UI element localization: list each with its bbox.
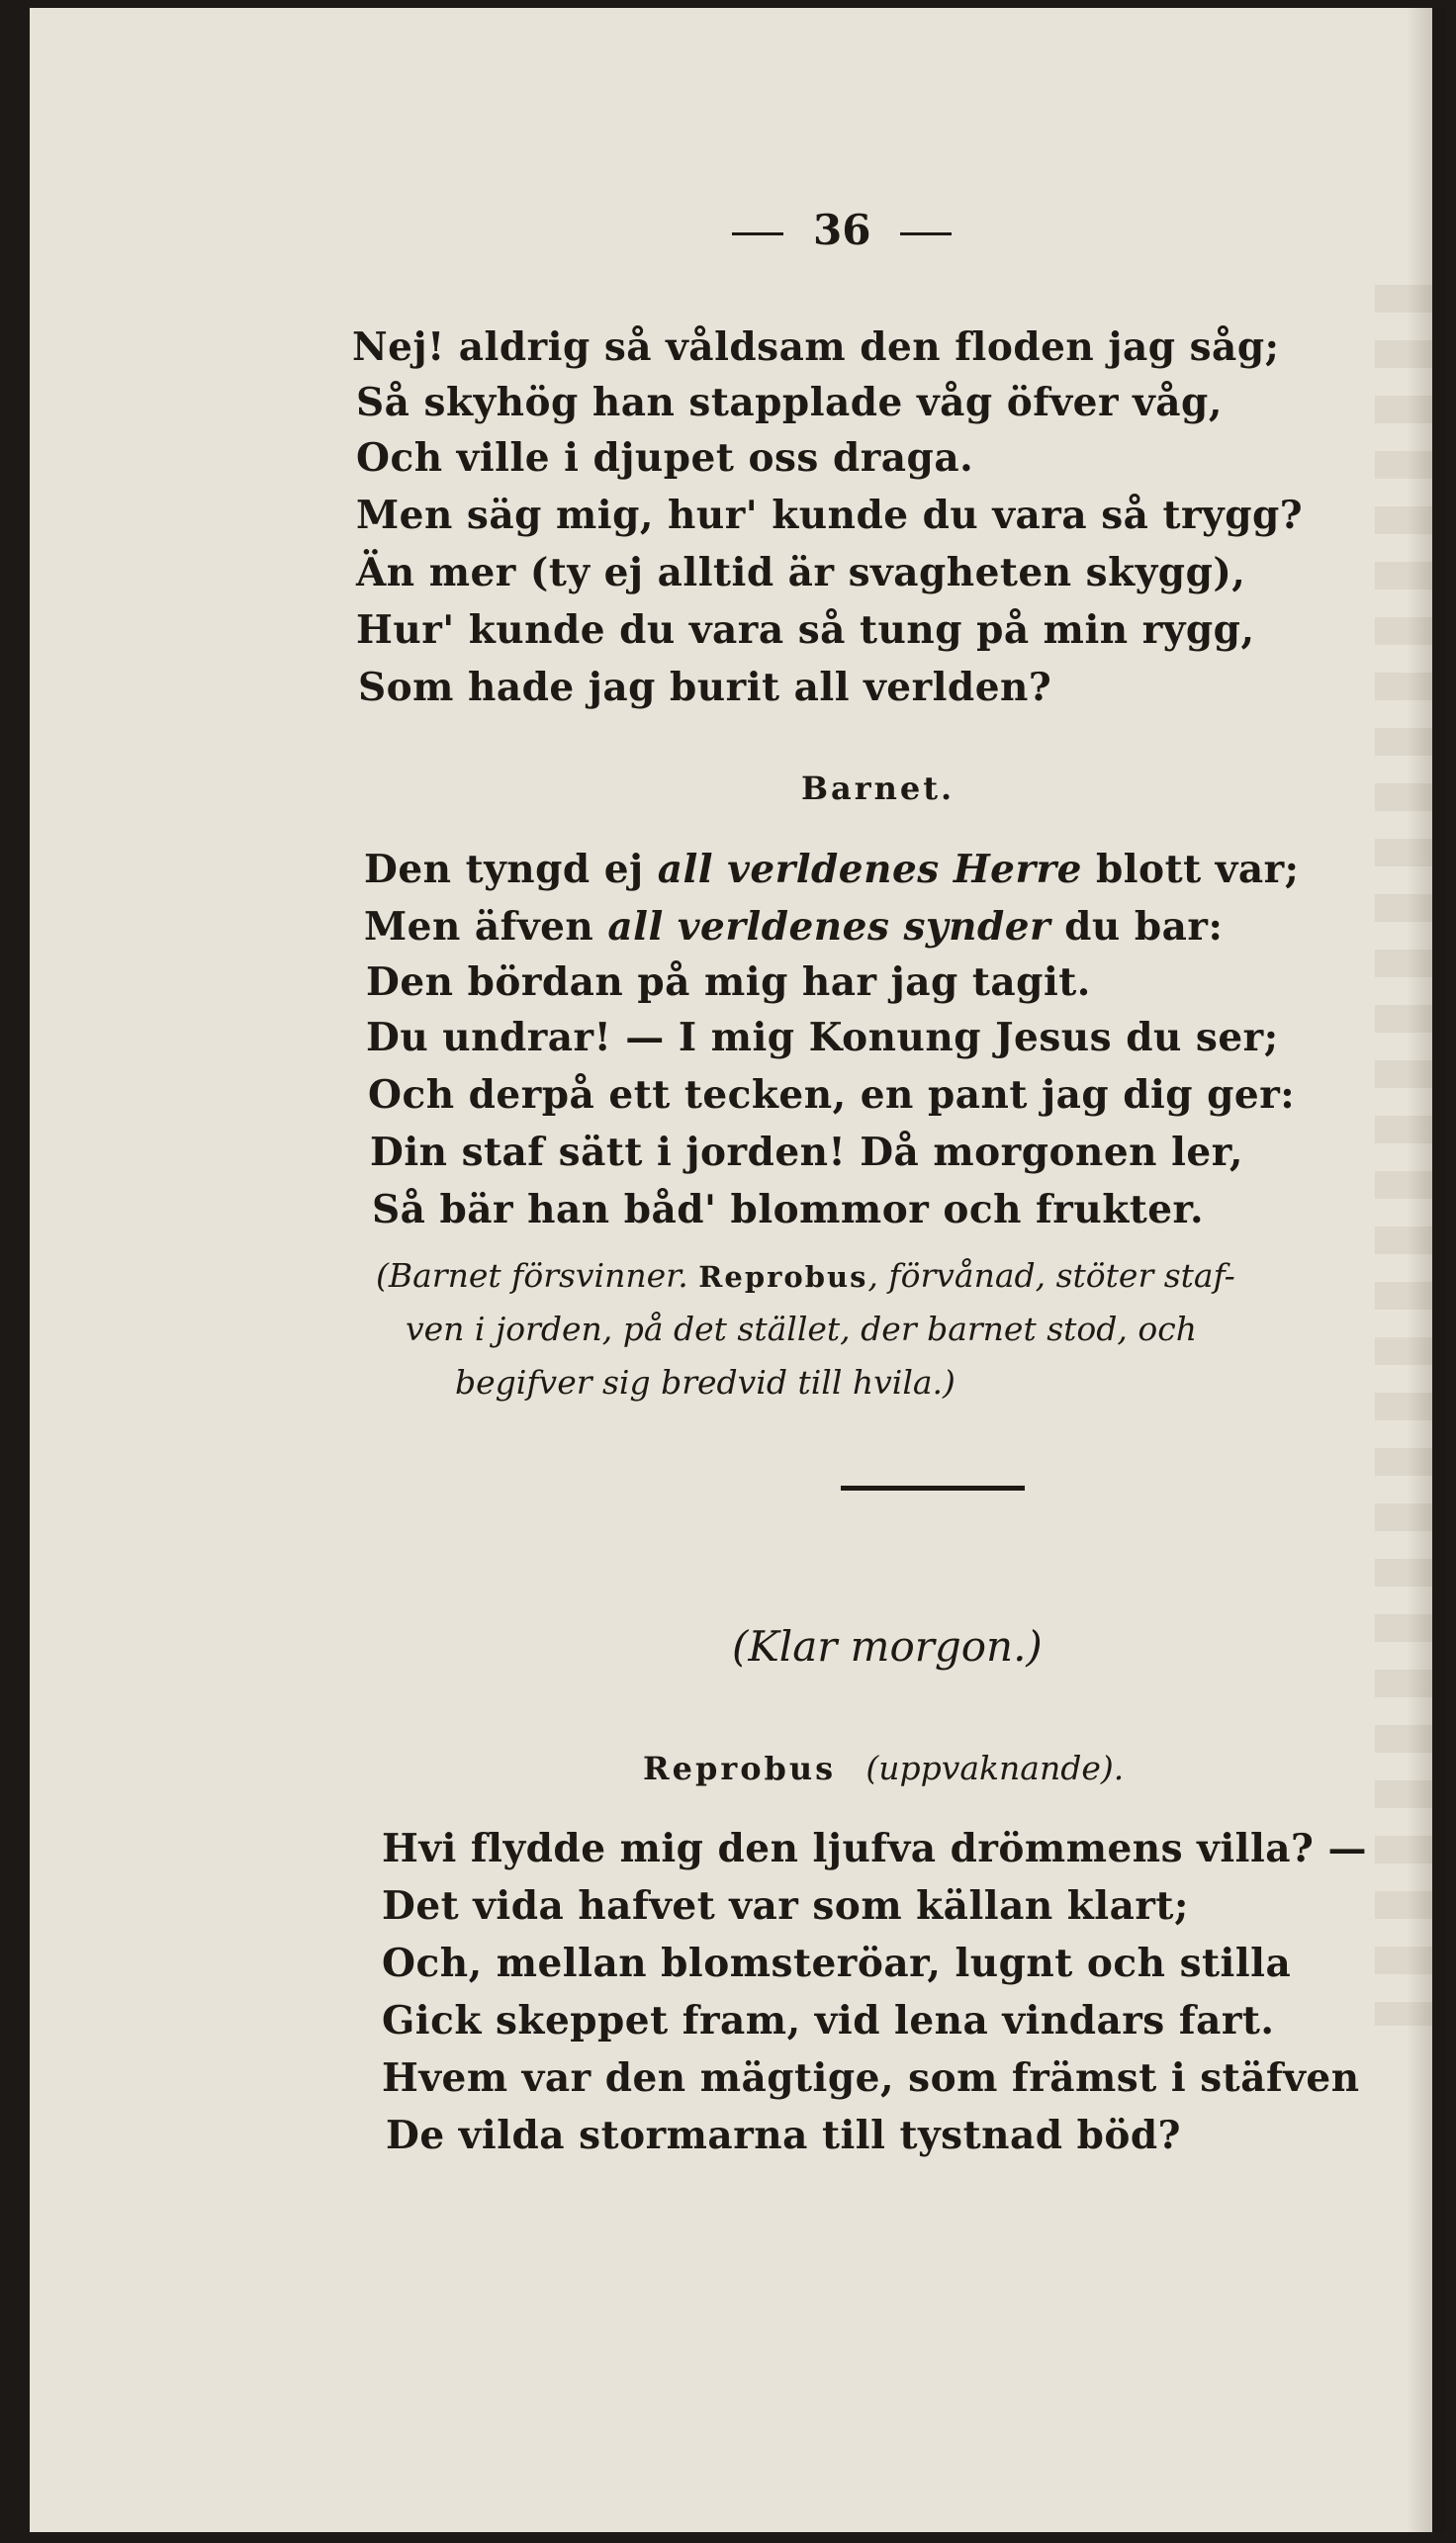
verse-emphasis: all verldenes Herre xyxy=(657,847,1082,892)
verse-line: Det vida hafvet var som källan klart; xyxy=(382,1883,1189,1929)
verse-line: Den bördan på mig har jag tagit. xyxy=(366,959,1091,1005)
verse-line: Och, mellan blomsteröar, lugnt och stilla xyxy=(382,1941,1292,1986)
verse-line: De vilda stormarna till tystnad böd? xyxy=(386,2113,1181,2158)
verse-line: Och ville i djupet oss draga. xyxy=(356,435,974,481)
stage-direction xyxy=(376,1256,1235,1295)
stage-direction: (uppvaknande). xyxy=(865,1749,1125,1787)
verse-line: Hur' kunde du vara så tung på min rygg, xyxy=(356,607,1255,653)
verse-fragment: Den tyngd ej xyxy=(364,847,644,892)
verse-line: Så bär han båd' blommor och frukter. xyxy=(372,1187,1205,1232)
scene-heading: (Klar morgon.) xyxy=(732,1622,1043,1671)
verse-line xyxy=(364,904,1223,950)
speaker-name: Barnet. xyxy=(801,770,956,807)
stage-direction: ven i jorden, på det stället, der barnet stod, och xyxy=(406,1310,1197,1348)
section-rule xyxy=(841,1486,1025,1491)
verse-emphasis: all verldenes synder xyxy=(607,904,1051,950)
page-header xyxy=(702,206,981,254)
stage-direction: begifver sig bredvid till hvila.) xyxy=(455,1363,956,1402)
verse-fragment: Men äfven xyxy=(364,904,594,950)
verse-line: Som hade jag burit all verlden? xyxy=(358,665,1052,710)
binding-edge xyxy=(1432,8,1446,2532)
verse-line: Men säg mig, hur' kunde du vara så trygg? xyxy=(356,493,1304,538)
verse-line: Än mer (ty ej alltid är svagheten skygg), xyxy=(356,550,1246,595)
verse-line: Gick skeppet fram, vid lena vindars fart. xyxy=(382,1998,1275,2043)
header-dash-left xyxy=(732,232,783,235)
book-page xyxy=(30,8,1446,2532)
stage-text: (Barnet försvinner. xyxy=(376,1256,688,1295)
page-number: 36 xyxy=(813,206,871,254)
verse-fragment: du bar: xyxy=(1064,904,1224,950)
verse-line: Hvi flydde mig den ljufva drömmens villa? — xyxy=(382,1826,1367,1871)
verse-fragment: blott var; xyxy=(1095,847,1300,892)
speaker-line xyxy=(643,1749,1124,1787)
verse-line xyxy=(364,847,1300,892)
verse-line: Din staf sätt i jorden! Då morgonen ler, xyxy=(370,1130,1243,1175)
header-dash-right xyxy=(900,232,952,235)
stage-text: , förvånad, stöter staf- xyxy=(867,1256,1235,1295)
verse-line: Du undrar! — I mig Konung Jesus du ser; xyxy=(366,1015,1279,1060)
verse-line: Hvem var den mägtige, som främst i stäfven xyxy=(382,2055,1360,2101)
verse-line: Så skyhög han stapplade våg öfver våg, xyxy=(356,380,1223,425)
speaker-name: Reprobus xyxy=(643,1750,837,1787)
verse-line: Nej! aldrig så våldsam den floden jag såg; xyxy=(352,324,1280,370)
verse-line: Och derpå ett tecken, en pant jag dig ger: xyxy=(368,1072,1296,1118)
character-name: Reprobus xyxy=(698,1260,868,1294)
